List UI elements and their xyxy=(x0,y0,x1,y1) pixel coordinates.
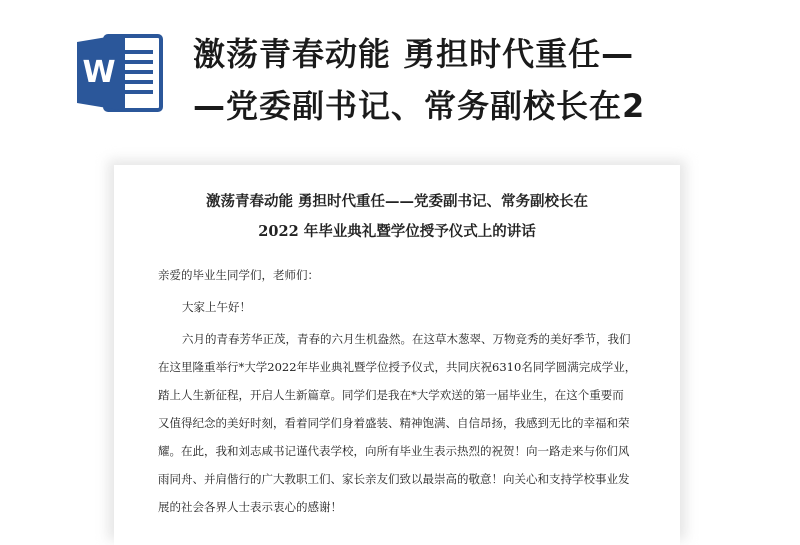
paragraph-line: 六月的青春芳华正茂，青春的六月生机盎然。在这草木葱翠、万物竞秀的美好季节，我们 xyxy=(182,332,631,346)
salutation: 亲爱的毕业生同学们，老师们： xyxy=(158,268,319,282)
header-title-line-1: 激荡青春动能 勇担时代重任— xyxy=(193,35,635,73)
header xyxy=(0,0,800,150)
document-title-line-2: 2022 年毕业典礼暨学位授予仪式上的讲话 xyxy=(258,223,536,240)
header-title-line-2: —党委副书记、常务副校长在2 xyxy=(193,87,646,125)
paragraph-line: 耀。在此，我和刘志咸书记谨代表学校，向所有毕业生表示热烈的祝贺！向一路走来与你们风 xyxy=(158,444,630,458)
document-page xyxy=(114,165,680,545)
document-title xyxy=(134,187,660,247)
paragraph-line: 又值得纪念的美好时刻，看着同学们身着盛装、精神饱满、自信昂扬，我感到无比的幸福和荣 xyxy=(158,416,630,430)
paragraph-line: 展的社会各界人士表示衷心的感谢！ xyxy=(158,500,342,514)
header-title xyxy=(193,28,793,132)
document-body xyxy=(158,261,638,521)
paragraph-line: 雨同舟、并肩偕行的广大教职工们、家长亲友们致以最崇高的敬意！向关心和支持学校事业发 xyxy=(158,472,630,486)
paragraph xyxy=(158,325,638,521)
word-document-icon xyxy=(75,30,165,115)
greeting: 大家上午好！ xyxy=(182,300,251,314)
word-icon-letter: W xyxy=(82,55,116,90)
paragraph-line: 踏上人生新征程，开启人生新篇章。同学们是我在*大学欢送的第一届毕业生，在这个重要而 xyxy=(158,388,624,402)
document-title-line-1: 激荡青春动能 勇担时代重任——党委副书记、常务副校长在 xyxy=(205,193,589,210)
paragraph-line: 在这里隆重举行*大学2022年毕业典礼暨学位授予仪式，共同庆祝6310名同学圆满完成学业， xyxy=(158,360,637,374)
